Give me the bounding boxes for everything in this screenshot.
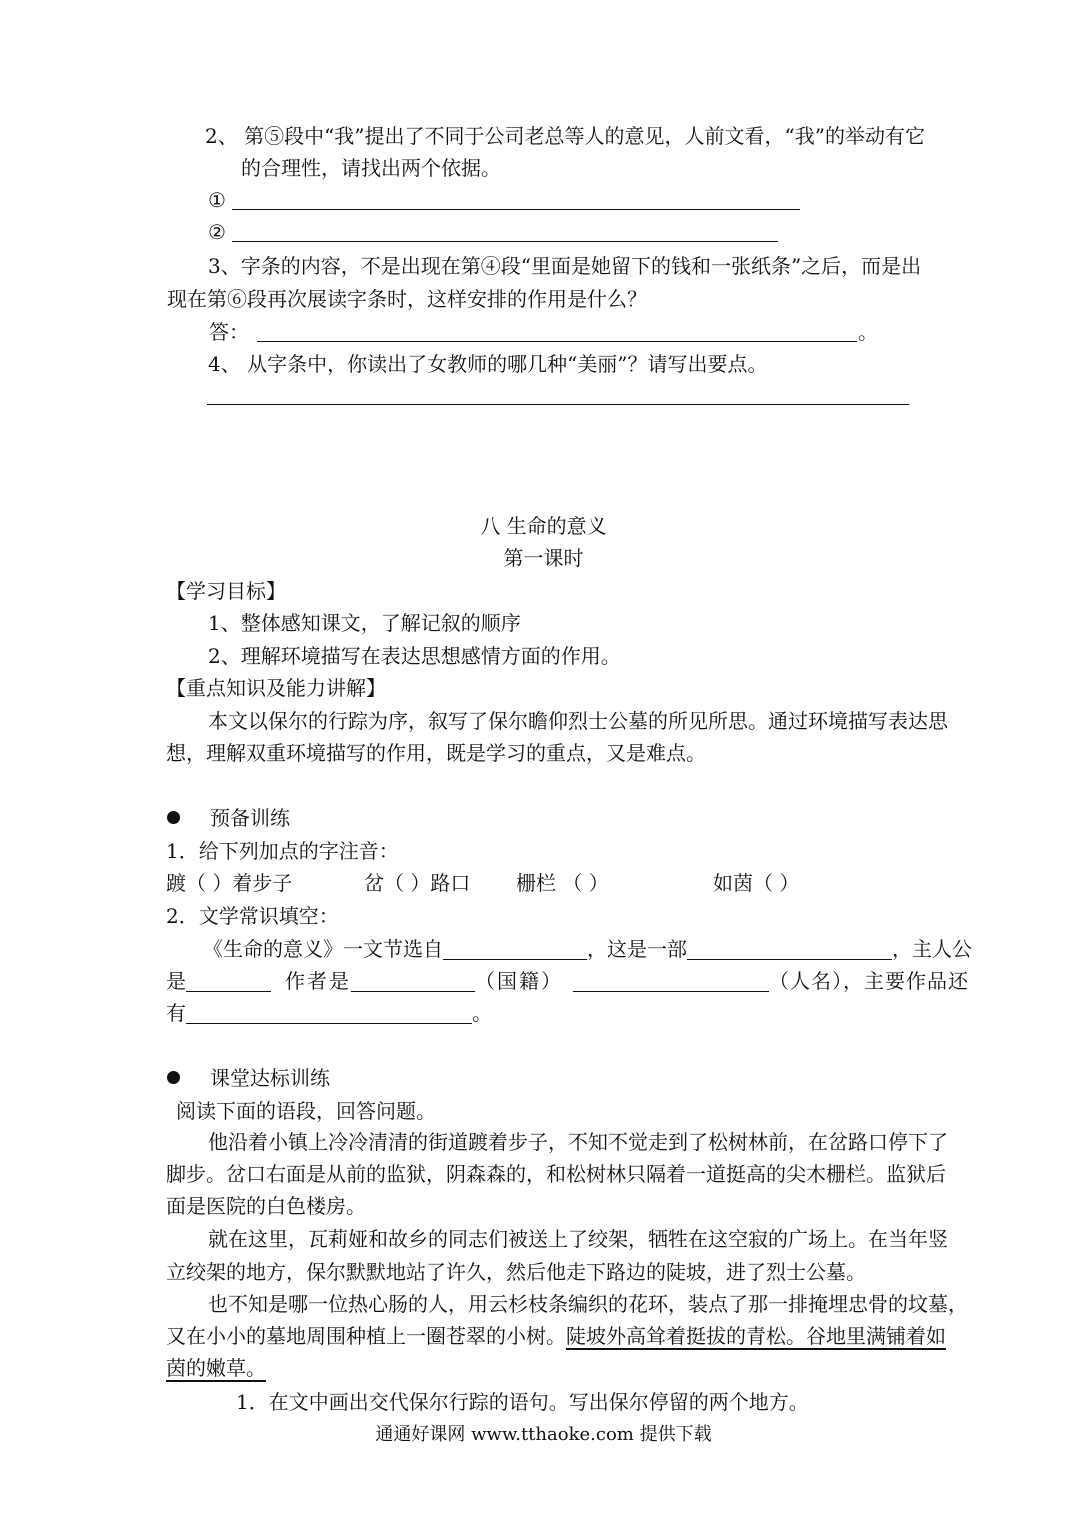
passage-p3-line1: 也不知是哪一位热心肠的人，用云杉枝条编织的花环，装点了那一排掩埋忠骨的坟墓， [208, 1292, 968, 1316]
q3-answer-end: 。 [858, 320, 878, 344]
goal-item-1: 1、整体感知课文，了解记叙的顺序 [208, 611, 521, 635]
fill-line-2 [166, 971, 969, 992]
key-heading: 【重点知识及能力讲解】 [166, 676, 386, 700]
fill-text: （国籍） [475, 969, 563, 993]
lesson-title: 八 生命的意义 [480, 514, 607, 538]
pinyin-item-a: 踱（ ）着步子 [166, 871, 293, 895]
passage-p1-line1: 他沿着小镇上冷冷清清的街道踱着步子，不知不觉走到了松树林前，在岔路口停下了 [208, 1130, 948, 1154]
q4-answer-line[interactable] [207, 404, 909, 405]
q3-line1: 3、字条的内容，不是出现在第④段“里面是她留下的钱和一张纸条”之后，而是出 [208, 254, 922, 278]
q3-line2: 现在第⑥段再次展读字条时，这样安排的作用是什么？ [167, 287, 647, 311]
key-line-1: 本文以保尔的行踪为序，叙写了保尔瞻仰烈士公墓的所见所思。通过环境描写表达思 [208, 709, 948, 733]
fill-text: 作者是 [285, 969, 351, 993]
fill-text: ，这是一部 [587, 937, 687, 961]
goal-item-2: 2、理解环境描写在表达思想感情方面的作用。 [208, 644, 621, 668]
blank-genre[interactable] [687, 941, 892, 960]
fill-text: （人名），主要作品还 [769, 969, 969, 993]
fill-text: 有 [166, 1001, 186, 1025]
fill-line-3 [166, 1003, 492, 1024]
pinyin-item-d: 如茵（ ） [713, 871, 800, 895]
blank-other-works[interactable] [186, 1005, 472, 1024]
goals-heading: 【学习目标】 [166, 579, 286, 603]
classwork-instruction: 阅读下面的语段，回答问题。 [176, 1099, 436, 1123]
passage-p3-line2 [166, 1326, 946, 1346]
blank-nationality[interactable] [351, 973, 475, 992]
q2-line1: 2、 第⑤段中“我”提出了不同于公司老总等人的意见，人前文看，“我”的举动有它 [205, 124, 925, 148]
q3-answer-line[interactable] [257, 341, 857, 342]
passage-p2-line1: 就在这里，瓦莉娅和故乡的同志们被送上了绞架，牺牲在这空寂的广场上。在当年竖 [208, 1227, 948, 1251]
prep-question-2: 2．文学常识填空： [166, 904, 339, 928]
blank-protagonist[interactable] [186, 973, 271, 992]
prep-question-1: 1．给下列加点的字注音： [166, 839, 399, 863]
lesson-subtitle: 第一课时 [503, 546, 584, 570]
q2-answer-mark-1: ① [208, 188, 226, 212]
classwork-question-1: 1．在文中画出交代保尔行踪的语句。写出保尔停留的两个地方。 [236, 1390, 809, 1414]
blank-author[interactable] [573, 973, 769, 992]
underlined-text: 陡坡外高耸着挺拔的青松。谷地里满铺着如 [566, 1324, 946, 1348]
fill-text: 是 [166, 969, 186, 993]
q2-line2: 的合理性，请找出两个依据。 [241, 156, 501, 180]
passage-p1-line2: 脚步。岔口右面是从前的监狱，阴森森的，和松树林只隔着一道挺高的尖木栅栏。监狱后 [166, 1162, 946, 1186]
bullet-icon [167, 811, 180, 824]
pinyin-item-c: 栅栏 （ ） [516, 871, 609, 895]
key-line-2: 想，理解双重环境描写的作用，既是学习的重点，又是难点。 [166, 741, 706, 765]
passage-text: 又在小小的墓地周围种植上一圈苍翠的小树。 [166, 1324, 566, 1348]
page-footer: 通通好课网 www.tthaoke.com 提供下载 [375, 1424, 712, 1445]
q3-answer-label: 答： [209, 320, 249, 344]
q2-answer-line-2[interactable] [232, 241, 778, 242]
fill-text: 。 [472, 1001, 492, 1025]
classwork-heading: 课堂达标训练 [210, 1066, 330, 1090]
blank-source[interactable] [443, 941, 587, 960]
bullet-icon [167, 1071, 180, 1084]
pinyin-item-b: 岔（ ）路口 [364, 871, 471, 895]
passage-p3-line3: 茵的嫩草。 [166, 1356, 266, 1380]
q2-answer-line-1[interactable] [232, 209, 800, 210]
passage-p2-line2: 立绞架的地方，保尔默默地站了许久，然后他走下路边的陡坡，进了烈士公墓。 [166, 1260, 866, 1284]
q2-answer-mark-2: ② [208, 220, 226, 244]
q4-line1: 4、 从字条中，你读出了女教师的哪几种“美丽”？请写出要点。 [208, 352, 768, 376]
fill-line-1 [203, 939, 972, 960]
passage-p1-line3: 面是医院的白色楼房。 [166, 1194, 366, 1218]
prep-heading: 预备训练 [210, 806, 290, 830]
fill-text: 《生命的意义》一文节选自 [203, 937, 443, 961]
fill-text: ，主人公 [892, 937, 972, 961]
